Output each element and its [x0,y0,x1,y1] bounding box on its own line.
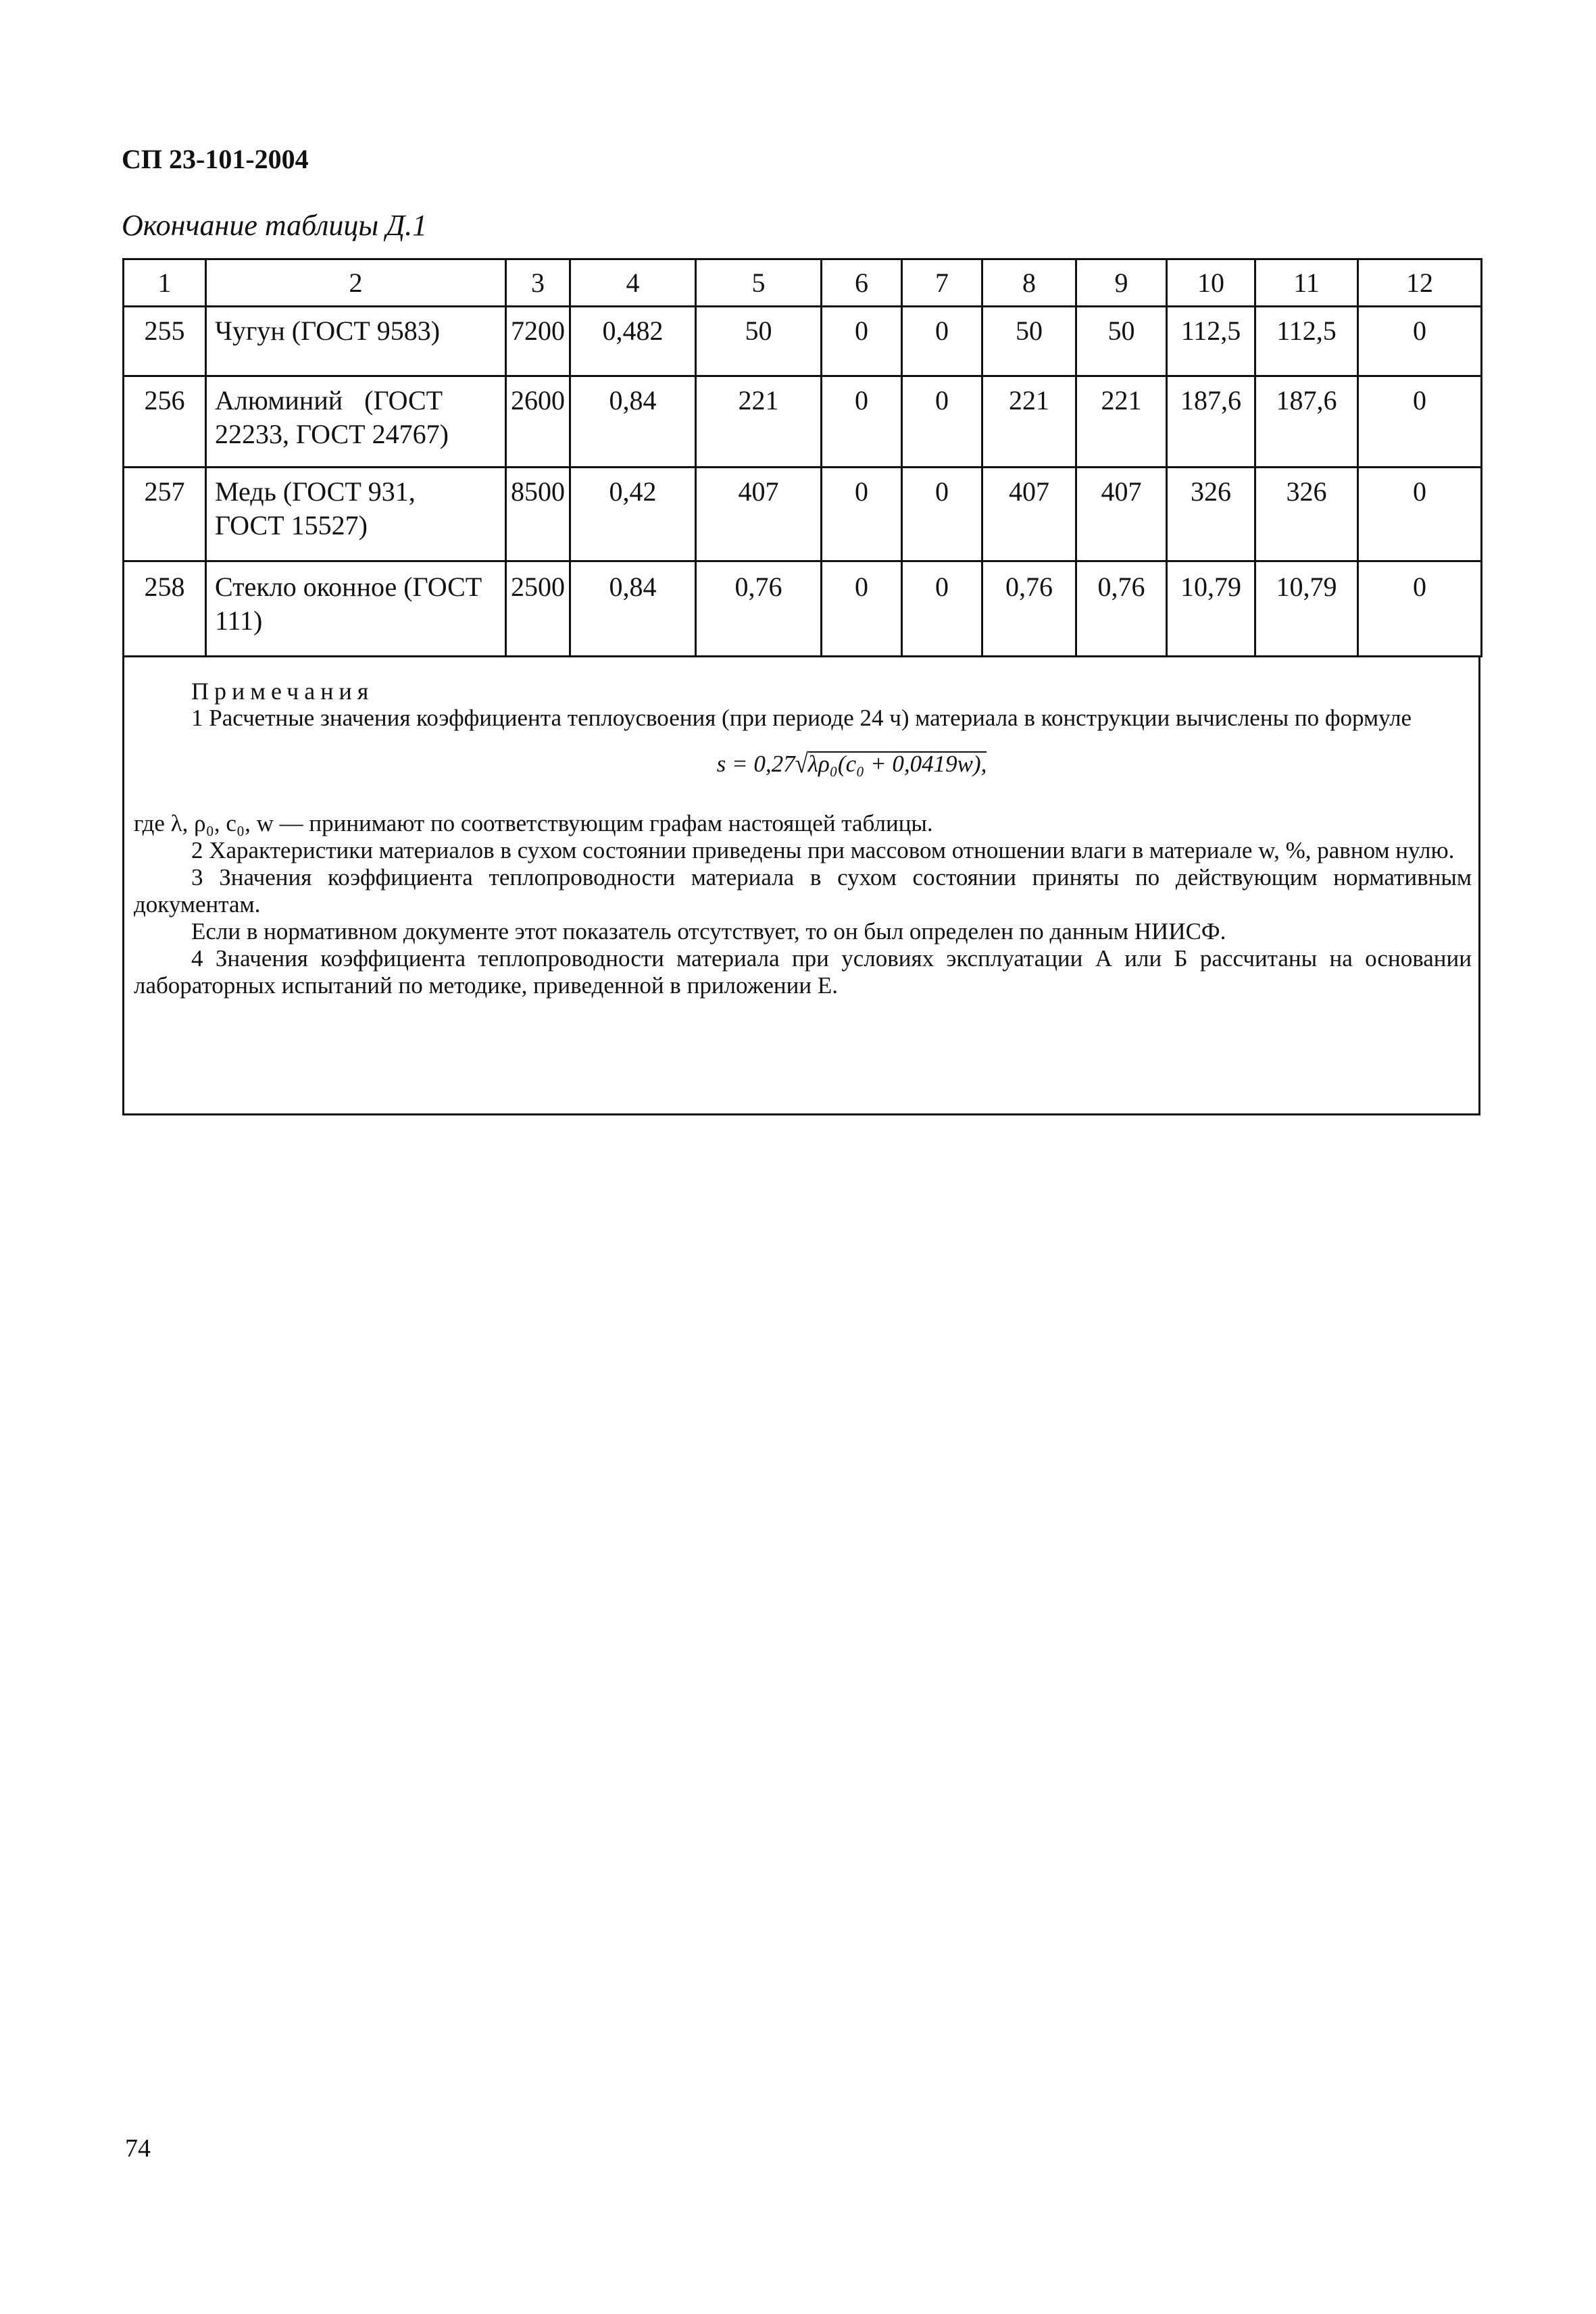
formula-lead: s = 0,27 [716,751,795,777]
table-cell: 0 [1358,376,1482,468]
document-code: СП 23-101-2004 [122,144,309,174]
column-number-row [124,259,1482,307]
table-cell: 0 [902,468,982,561]
table-cell: 407 [696,468,822,561]
table-cell: 326 [1167,468,1255,561]
materials-table [122,258,1482,657]
table-cell: 50 [1076,307,1167,376]
table-cell: 0 [822,376,902,468]
material-name-line: Стекло оконное (ГОСТ [215,572,482,602]
table-cell: 0 [1358,561,1482,657]
notes-block [122,657,1480,1115]
material-name-line: 22233, ГОСТ 24767) [215,419,449,449]
table-cell: 112,5 [1255,307,1358,376]
column-header: 4 [570,259,696,307]
table-cell: 0 [902,376,982,468]
material-name: Чугун (ГОСТ 9583) [206,307,506,376]
notes-title: Примечания [191,678,374,705]
square-root-icon: √ [795,749,808,779]
table-cell: 0,42 [570,468,696,561]
table-caption: Окончание таблицы Д.1 [122,209,428,242]
column-header: 9 [1076,259,1167,307]
note-2: 2 Характеристики материалов в сухом состоянии приведены при массовом отношении влаги в материале w, %, равном нулю. [191,837,1455,863]
page-number: 74 [125,2134,151,2163]
table-cell: 0,84 [570,561,696,657]
density-cell: 8500 [506,468,570,561]
table-cell: 0 [1358,468,1482,561]
column-header: 10 [1167,259,1255,307]
material-name-line: ГОСТ 15527) [215,510,368,540]
table-cell: 0 [1358,307,1482,376]
table-cell: 0 [822,468,902,561]
column-header: 1 [124,259,206,307]
column-header: 12 [1358,259,1482,307]
column-header: 7 [902,259,982,307]
table-row [124,307,1482,376]
material-name [206,376,506,468]
table-cell: 0 [902,307,982,376]
note-3: 3 Значения коэффициента теплопроводности материала в сухом состоянии приняты по действующим нормативным документам. [134,864,1472,917]
table-row [124,468,1482,561]
table-cell: 0 [902,561,982,657]
formula-radicand: λρ₀(c₀ + 0,0419w), [807,751,987,777]
density-cell: 2600 [506,376,570,468]
material-name [206,561,506,657]
note-1-where: где λ, ρ₀, c₀, w — принимают по соответствующим графам настоящей таблицы. [134,810,933,836]
table-cell: 407 [1076,468,1167,561]
table-cell: 0,84 [570,376,696,468]
material-name [206,468,506,561]
table-cell: 187,6 [1255,376,1358,468]
note-3-extra: Если в нормативном документе этот показатель отсутствует, то он был определен по данным НИИСФ. [191,918,1226,945]
table-cell: 221 [696,376,822,468]
material-name-line: Алюминий (ГОСТ [215,385,443,416]
table-cell: 112,5 [1167,307,1255,376]
formula [134,751,1472,778]
table-cell: 221 [1076,376,1167,468]
table-cell: 50 [696,307,822,376]
table-cell: 0 [822,307,902,376]
table-cell: 0,76 [982,561,1076,657]
column-header: 2 [206,259,506,307]
table-cell: 0,482 [570,307,696,376]
table-row [124,376,1482,468]
row-number: 256 [124,376,206,468]
table-cell: 0,76 [1076,561,1167,657]
table-cell: 10,79 [1167,561,1255,657]
material-name-line: 111) [215,605,263,636]
column-header: 8 [982,259,1076,307]
row-number: 257 [124,468,206,561]
table-row [124,561,1482,657]
table-cell: 0,76 [696,561,822,657]
notes-content [134,678,1472,999]
table-cell: 0 [822,561,902,657]
table-cell: 407 [982,468,1076,561]
table-cell: 221 [982,376,1076,468]
table-cell: 10,79 [1255,561,1358,657]
table-cell: 326 [1255,468,1358,561]
table-cell: 187,6 [1167,376,1255,468]
column-header: 3 [506,259,570,307]
density-cell: 2500 [506,561,570,657]
table-cell: 50 [982,307,1076,376]
note-1: 1 Расчетные значения коэффициента теплоусвоения (при периоде 24 ч) материала в конструкции вычислены по формуле [191,705,1412,731]
material-name-line: Медь (ГОСТ 931, [215,476,416,507]
column-header: 6 [822,259,902,307]
row-number: 255 [124,307,206,376]
row-number: 258 [124,561,206,657]
density-cell: 7200 [506,307,570,376]
note-4: 4 Значения коэффициента теплопроводности материала при условиях эксплуатации А или Б рассчитаны на основании лабораторных испытаний по методике, приведенной в приложении Е. [134,945,1472,999]
column-header: 11 [1255,259,1358,307]
table-container [122,258,1480,1115]
column-header: 5 [696,259,822,307]
